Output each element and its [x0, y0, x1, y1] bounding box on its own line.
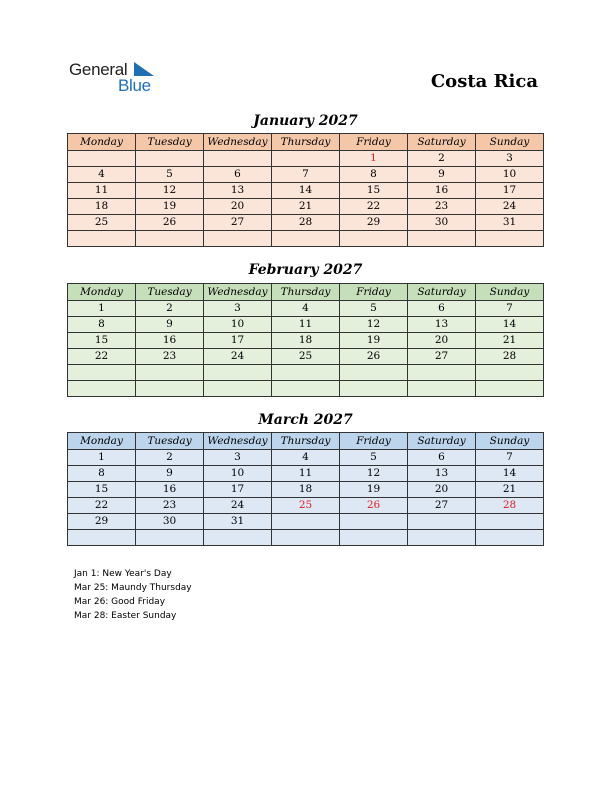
empty-day-cell [408, 231, 476, 247]
day-cell: 18 [272, 482, 340, 498]
weekday-header: Wednesday [204, 433, 272, 450]
day-cell: 30 [136, 514, 204, 530]
day-cell: 23 [136, 349, 204, 365]
empty-day-cell [136, 381, 204, 397]
week-row [68, 482, 544, 498]
empty-day-cell [340, 365, 408, 381]
day-cell: 12 [340, 466, 408, 482]
day-cell: 30 [408, 215, 476, 231]
day-cell: 17 [204, 482, 272, 498]
empty-day-cell [476, 365, 544, 381]
weekday-header: Monday [68, 433, 136, 450]
day-cell: 15 [68, 333, 136, 349]
day-cell: 3 [204, 301, 272, 317]
day-cell: 29 [340, 215, 408, 231]
weekday-header: Tuesday [136, 134, 204, 151]
day-cell: 22 [68, 349, 136, 365]
empty-day-cell [408, 530, 476, 546]
day-cell: 5 [340, 450, 408, 466]
logo-text-blue: Blue [118, 76, 151, 95]
week-row [68, 301, 544, 317]
empty-day-cell [476, 381, 544, 397]
holiday-notes [74, 567, 192, 623]
day-cell: 26 [136, 215, 204, 231]
empty-day-cell [204, 381, 272, 397]
day-cell: 16 [136, 333, 204, 349]
weekday-header: Monday [68, 284, 136, 301]
empty-day-cell [204, 530, 272, 546]
weekday-header: Thursday [272, 433, 340, 450]
day-cell: 14 [476, 317, 544, 333]
empty-day-cell [272, 365, 340, 381]
weekday-header: Wednesday [204, 284, 272, 301]
week-row [68, 349, 544, 365]
month-title: January 2027 [253, 113, 358, 129]
day-cell: 17 [476, 183, 544, 199]
weekday-header: Sunday [476, 284, 544, 301]
day-cell: 12 [340, 317, 408, 333]
day-cell: 21 [476, 482, 544, 498]
empty-day-cell [272, 231, 340, 247]
day-cell: 10 [204, 466, 272, 482]
empty-day-cell [204, 231, 272, 247]
day-cell: 31 [204, 514, 272, 530]
weekday-header: Thursday [272, 284, 340, 301]
day-cell: 5 [136, 167, 204, 183]
weekday-header: Sunday [476, 134, 544, 151]
day-cell: 3 [476, 151, 544, 167]
holiday-note: Jan 1: New Year's Day [74, 569, 172, 579]
week-row [68, 199, 544, 215]
day-cell: 28 [272, 215, 340, 231]
logo-triangle-icon [134, 62, 154, 76]
country-title: Costa Rica [430, 71, 538, 92]
day-cell: 20 [408, 482, 476, 498]
empty-day-cell [204, 151, 272, 167]
weekday-header: Tuesday [136, 433, 204, 450]
week-row [68, 450, 544, 466]
day-cell: 29 [68, 514, 136, 530]
holiday-day-cell: 25 [272, 498, 340, 514]
day-cell: 25 [272, 349, 340, 365]
empty-day-cell [68, 381, 136, 397]
day-cell: 10 [476, 167, 544, 183]
day-cell: 23 [408, 199, 476, 215]
week-row [68, 151, 544, 167]
day-cell: 27 [408, 349, 476, 365]
day-cell: 9 [136, 317, 204, 333]
day-cell: 19 [136, 199, 204, 215]
day-cell: 19 [340, 482, 408, 498]
day-cell: 20 [204, 199, 272, 215]
day-cell: 6 [204, 167, 272, 183]
day-cell: 3 [204, 450, 272, 466]
day-cell: 26 [340, 349, 408, 365]
month-title: March 2027 [258, 412, 353, 428]
day-cell: 18 [272, 333, 340, 349]
day-cell: 23 [136, 498, 204, 514]
weekday-header-row [68, 134, 544, 151]
day-cell: 22 [68, 498, 136, 514]
day-cell: 15 [340, 183, 408, 199]
empty-day-cell [136, 151, 204, 167]
weekday-header: Saturday [408, 284, 476, 301]
holiday-note: Mar 25: Maundy Thursday [74, 583, 192, 593]
holiday-note: Mar 26: Good Friday [74, 597, 166, 607]
week-row [68, 530, 544, 546]
day-cell: 8 [68, 466, 136, 482]
holiday-day-cell: 26 [340, 498, 408, 514]
week-row [68, 381, 544, 397]
empty-day-cell [68, 151, 136, 167]
weekday-header: Friday [340, 433, 408, 450]
empty-day-cell [272, 514, 340, 530]
empty-day-cell [272, 530, 340, 546]
empty-day-cell [136, 530, 204, 546]
weekday-header: Wednesday [204, 134, 272, 151]
day-cell: 2 [136, 450, 204, 466]
day-cell: 25 [68, 215, 136, 231]
day-cell: 13 [408, 466, 476, 482]
day-cell: 2 [136, 301, 204, 317]
weekday-header: Saturday [408, 134, 476, 151]
day-cell: 8 [340, 167, 408, 183]
logo-text-general: General [69, 60, 128, 79]
empty-day-cell [408, 381, 476, 397]
weekday-header: Sunday [476, 433, 544, 450]
empty-day-cell [476, 514, 544, 530]
month-title: February 2027 [248, 262, 363, 278]
empty-day-cell [68, 231, 136, 247]
day-cell: 11 [272, 317, 340, 333]
day-cell: 18 [68, 199, 136, 215]
day-cell: 31 [476, 215, 544, 231]
empty-day-cell [272, 381, 340, 397]
day-cell: 16 [408, 183, 476, 199]
day-cell: 1 [68, 301, 136, 317]
day-cell: 13 [204, 183, 272, 199]
empty-day-cell [136, 231, 204, 247]
day-cell: 2 [408, 151, 476, 167]
weekday-header: Tuesday [136, 284, 204, 301]
week-row [68, 167, 544, 183]
day-cell: 6 [408, 301, 476, 317]
weekday-header: Monday [68, 134, 136, 151]
day-cell: 27 [408, 498, 476, 514]
empty-day-cell [68, 365, 136, 381]
holiday-note: Mar 28: Easter Sunday [74, 611, 177, 621]
calendar-table [67, 432, 544, 546]
week-row [68, 365, 544, 381]
week-row [68, 466, 544, 482]
empty-day-cell [408, 514, 476, 530]
week-row [68, 183, 544, 199]
empty-day-cell [340, 381, 408, 397]
week-row [68, 215, 544, 231]
day-cell: 21 [272, 199, 340, 215]
empty-day-cell [272, 151, 340, 167]
holiday-day-cell: 28 [476, 498, 544, 514]
empty-day-cell [408, 365, 476, 381]
day-cell: 14 [272, 183, 340, 199]
day-cell: 7 [476, 450, 544, 466]
holiday-day-cell: 1 [340, 151, 408, 167]
day-cell: 11 [272, 466, 340, 482]
day-cell: 8 [68, 317, 136, 333]
empty-day-cell [204, 365, 272, 381]
calendar-table [67, 133, 544, 247]
day-cell: 6 [408, 450, 476, 466]
day-cell: 12 [136, 183, 204, 199]
weekday-header: Friday [340, 284, 408, 301]
day-cell: 9 [136, 466, 204, 482]
day-cell: 7 [272, 167, 340, 183]
day-cell: 9 [408, 167, 476, 183]
empty-day-cell [68, 530, 136, 546]
day-cell: 24 [476, 199, 544, 215]
empty-day-cell [340, 530, 408, 546]
weekday-header: Saturday [408, 433, 476, 450]
day-cell: 4 [272, 450, 340, 466]
day-cell: 7 [476, 301, 544, 317]
day-cell: 17 [204, 333, 272, 349]
generalblue-logo [69, 60, 159, 96]
day-cell: 21 [476, 333, 544, 349]
day-cell: 5 [340, 301, 408, 317]
day-cell: 13 [408, 317, 476, 333]
day-cell: 15 [68, 482, 136, 498]
calendar-table [67, 283, 544, 397]
day-cell: 27 [204, 215, 272, 231]
day-cell: 4 [272, 301, 340, 317]
empty-day-cell [476, 231, 544, 247]
empty-day-cell [476, 530, 544, 546]
empty-day-cell [340, 231, 408, 247]
week-row [68, 231, 544, 247]
day-cell: 1 [68, 450, 136, 466]
empty-day-cell [136, 365, 204, 381]
day-cell: 24 [204, 349, 272, 365]
week-row [68, 498, 544, 514]
day-cell: 24 [204, 498, 272, 514]
day-cell: 16 [136, 482, 204, 498]
weekday-header: Friday [340, 134, 408, 151]
weekday-header: Thursday [272, 134, 340, 151]
day-cell: 20 [408, 333, 476, 349]
day-cell: 11 [68, 183, 136, 199]
day-cell: 10 [204, 317, 272, 333]
week-row [68, 333, 544, 349]
day-cell: 22 [340, 199, 408, 215]
weekday-header-row [68, 284, 544, 301]
week-row [68, 317, 544, 333]
day-cell: 28 [476, 349, 544, 365]
week-row [68, 514, 544, 530]
day-cell: 14 [476, 466, 544, 482]
day-cell: 19 [340, 333, 408, 349]
empty-day-cell [340, 514, 408, 530]
weekday-header-row [68, 433, 544, 450]
day-cell: 4 [68, 167, 136, 183]
